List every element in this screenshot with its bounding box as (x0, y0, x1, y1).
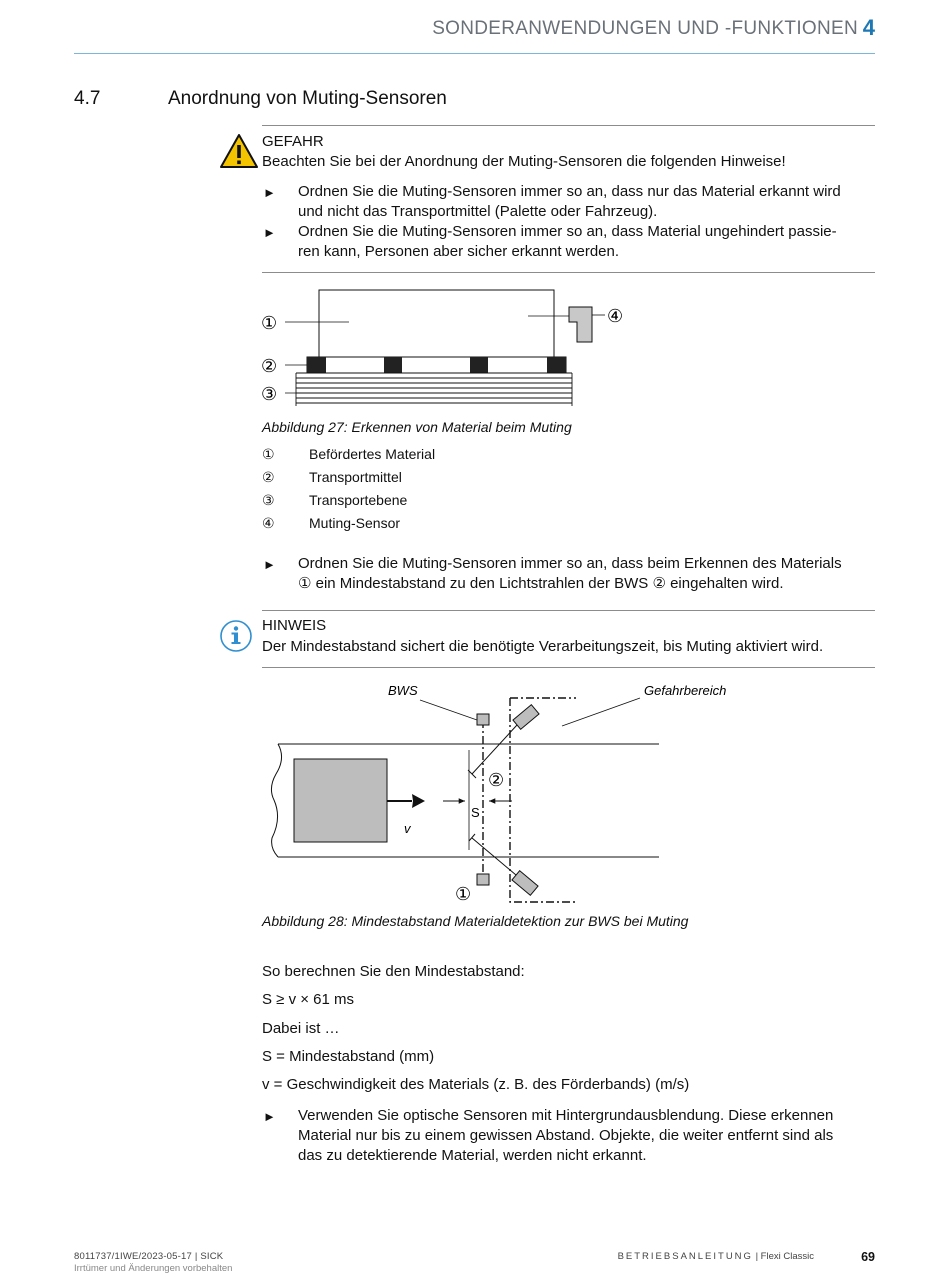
legend-number: ③ (262, 492, 275, 508)
min-distance-bullet (298, 554, 875, 594)
label-danger-zone: Gefahrbereich (644, 683, 727, 698)
danger-subtitle: Beachten Sie bei der Anordnung der Muting-Sensoren die folgenden Hinweise! (262, 153, 786, 170)
legend-text: Befördertes Material (309, 446, 436, 462)
legend-text: Muting-Sensor (309, 515, 401, 531)
page-number: 69 (861, 1250, 875, 1264)
danger-bullet-1 (298, 182, 875, 222)
conveyed-material-shape (319, 290, 554, 358)
figure-27-callout-3: ③ (261, 384, 278, 405)
calc-heading-line (262, 963, 525, 980)
bws-transmitter-shape (477, 714, 489, 725)
min-distance-bullet-line-1: Ordnen Sie die Muting-Sensoren immer so an, dass beim Erkennen des Materials (298, 555, 842, 572)
figure-27-caption: Abbildung 27: Erkennen von Material beim Muting (262, 419, 572, 435)
legend-text: Transportebene (309, 492, 408, 508)
running-header-title: SONDERANWENDUNGEN UND -FUNKTIONEN (432, 18, 858, 39)
label-s: S (471, 805, 480, 820)
figure-27-callout-1: ① (261, 313, 278, 334)
sensor-bullet (298, 1106, 875, 1166)
footer-manual-title (618, 1251, 814, 1262)
bullet-marker: ► (263, 225, 276, 240)
conveyor-plane-shape (296, 373, 572, 406)
formula: S ≥ v × 61 ms (262, 991, 355, 1008)
figure-28-callout-1: ① (455, 884, 472, 905)
info-icon (219, 619, 253, 653)
danger-bullet-2-line-1: Ordnen Sie die Muting-Sensoren immer so an, dass Material ungehindert passie- (298, 223, 837, 240)
calc-heading: So berechnen Sie den Mindestabstand (262, 963, 521, 980)
footer-document-id: 8011737/1IWE/2023-05-17 | SICK (74, 1251, 224, 1262)
section-title: Anordnung von Muting-Sensoren (168, 88, 447, 109)
danger-bullet-2-line-2: ren kann, Personen aber sicher erkannt werden. (298, 243, 620, 260)
note-bottom-rule (262, 667, 875, 668)
muting-sensor-shape (569, 307, 592, 342)
section-number: 4.7 (74, 88, 101, 109)
note-text: Der Mindestabstand sichert die benötigte Verarbeitungszeit, bis Muting aktiviert wird. (262, 638, 824, 655)
bullet-marker: ► (263, 557, 276, 572)
danger-bottom-rule (262, 272, 875, 273)
sensor-bullet-line-1: Verwenden Sie optische Sensoren mit Hintergrundausblendung. Diese erkennen (298, 1107, 834, 1124)
figure-27-diagram (255, 280, 655, 415)
chapter-number: 4 (862, 15, 875, 40)
footer-disclaimer: Irrtümer und Änderungen vorbehalten (74, 1263, 233, 1274)
footer-product: | Flexi Classic (752, 1251, 814, 1262)
danger-label: GEFAHR (262, 133, 324, 150)
danger-bullet-2 (298, 222, 875, 262)
figure-27-callout-4: ④ (607, 306, 624, 327)
min-distance-bullet-line-2: ① ein Mindestabstand zu den Lichtstrahlen der BWS ② eingehalten wird. (298, 575, 784, 592)
figure-28-caption: Abbildung 28: Mindestabstand Materialdetektion zur BWS bei Muting (262, 913, 689, 929)
pallet-shape (307, 357, 566, 373)
danger-top-rule (262, 125, 875, 126)
danger-bullet-1-line-1: Ordnen Sie die Muting-Sensoren immer so an, dass nur das Material erkannt wird (298, 183, 841, 200)
legend-number: ① (262, 446, 275, 462)
sensor-bullet-line-2: Material nur bis zu einem gewissen Abstand. Objekte, die weiter entfernt sind als (298, 1127, 834, 1144)
figure-28-diagram (262, 678, 742, 908)
legend-number: ④ (262, 515, 275, 531)
label-speed: v (404, 821, 411, 836)
definition-s: S = Mindestabstand (mm) (262, 1048, 435, 1065)
danger-bullet-1-line-2: und nicht das Transportmittel (Palette oder Fahrzeug). (298, 203, 658, 220)
label-bws: BWS (388, 683, 418, 698)
calc-intro: Dabei ist … (262, 1020, 340, 1037)
material-box-shape (294, 759, 387, 842)
note-top-rule (262, 610, 875, 611)
figure-27-callout-2: ② (261, 356, 278, 377)
calc-heading-colon: : (520, 963, 525, 980)
figure-28-callout-2: ② (488, 770, 505, 791)
footer-manual-label: BETRIEBSANLEITUNG (617, 1251, 753, 1262)
definition-v: v = Geschwindigkeit des Materials (z. B. des Förderbands) (m/s) (262, 1076, 690, 1093)
bullet-marker: ► (263, 1109, 276, 1124)
sensor-bullet-line-3: das zu detektierende Material, werden nicht erkannt. (298, 1147, 647, 1164)
bws-receiver-shape (477, 874, 489, 885)
legend-number: ② (262, 469, 275, 485)
note-label: HINWEIS (262, 617, 327, 634)
bullet-marker: ► (263, 185, 276, 200)
warning-triangle-icon (219, 133, 259, 169)
legend-text: Transportmittel (309, 469, 402, 485)
header-divider (74, 53, 875, 54)
